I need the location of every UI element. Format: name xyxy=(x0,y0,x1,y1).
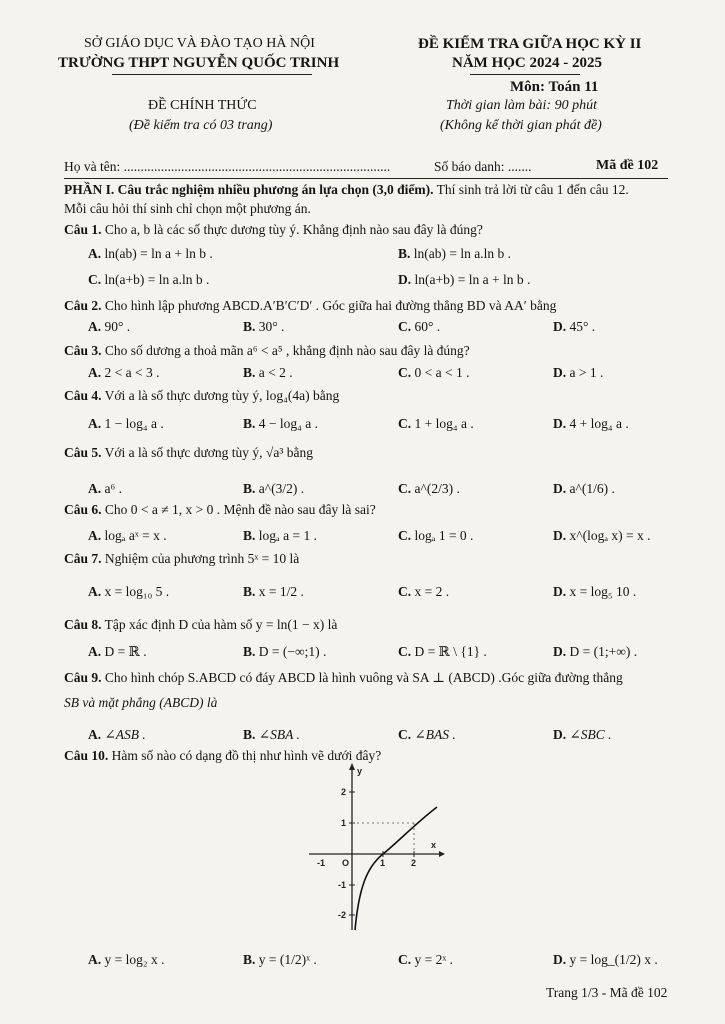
tick-x-neg1: -1 xyxy=(317,858,326,868)
y-axis-arrow-icon xyxy=(349,763,355,770)
ministry-name: SỞ GIÁO DỤC VÀ ĐÀO TẠO HÀ NỘI xyxy=(84,36,315,51)
q4-option-d[interactable]: D. 4 + log₄ a . xyxy=(553,416,629,431)
question-8: Câu 8. Tập xác định D của hàm số y = ln(1 − x) là xyxy=(64,617,338,632)
q4-option-b[interactable]: B. 4 − log₄ a . xyxy=(243,416,318,431)
question-1-text: Cho a, b là các số thực dương tùy ý. Khẳng định nào sau đây là đúng? xyxy=(101,222,483,237)
x-label: x xyxy=(431,840,437,850)
q2-option-b[interactable]: B. 30° . xyxy=(243,319,285,334)
school-name: TRƯỜNG THPT NGUYỄN QUỐC TRINH xyxy=(58,55,340,71)
q10-option-c[interactable]: C. y = 2ˣ . xyxy=(398,952,454,967)
function-graph xyxy=(305,762,445,932)
pages-note: (Đề kiểm tra có 03 trang) xyxy=(129,118,273,133)
question-10: Câu 10. Hàm số nào có dạng đồ thị như hình vẽ dưới đây? xyxy=(64,748,382,763)
q6-option-b[interactable]: B. logₐ a = 1 . xyxy=(243,528,317,543)
q6-option-a[interactable]: A. logₐ aˣ = x . xyxy=(88,528,167,543)
student-id-field: Số báo danh: ....... xyxy=(434,159,532,174)
q8-option-b[interactable]: B. D = (−∞;1) . xyxy=(243,644,327,659)
student-name-field: Họ và tên: ............................................................................... xyxy=(64,159,391,174)
q7-option-c[interactable]: C. x = 2 . xyxy=(398,584,450,599)
q10-option-b[interactable]: B. y = (1/2)ˣ . xyxy=(243,952,317,967)
question-1-num: Câu 1. xyxy=(64,222,102,237)
question-1 xyxy=(64,222,483,238)
q3-option-b[interactable]: B. a < 2 . xyxy=(243,365,293,380)
part1-heading xyxy=(64,182,629,198)
q3-option-a[interactable]: A. 2 < a < 3 . xyxy=(88,365,160,380)
q4-option-c[interactable]: C. 1 + log₄ a . xyxy=(398,416,474,431)
q2-option-c[interactable]: C. 60° . xyxy=(398,319,441,334)
q3-option-c[interactable]: C. 0 < a < 1 . xyxy=(398,365,470,380)
exam-title: ĐỀ KIỂM TRA GIỮA HỌC KỲ II xyxy=(418,36,642,52)
q10-option-d[interactable]: D. y = log_(1/2) x . xyxy=(553,952,658,967)
exam-time: Thời gian làm bài: 90 phút xyxy=(446,98,597,113)
tick-y-1: 1 xyxy=(341,818,347,828)
school-year: NĂM HỌC 2024 - 2025 xyxy=(452,55,602,71)
curve xyxy=(355,807,437,930)
q9-option-c[interactable]: C. ∠BAS . xyxy=(398,727,456,742)
q1-option-a[interactable]: A. ln(ab) = ln a + ln b . xyxy=(88,246,213,261)
tick-y-neg1: -1 xyxy=(338,880,347,890)
page-footer: Trang 1/3 - Mã đề 102 xyxy=(546,985,668,1000)
question-2: Câu 2. Cho hình lập phương ABCD.A′B′C′D′ . Góc giữa hai đường thẳng BD và AA′ bằng xyxy=(64,298,557,313)
q7-option-d[interactable]: D. x = log₅ 10 . xyxy=(553,584,637,599)
tick-y-neg2: -2 xyxy=(338,910,347,920)
school-underline xyxy=(112,74,312,75)
q5-option-d[interactable]: D. a^(1/6) . xyxy=(553,481,615,496)
tick-x-2: 2 xyxy=(411,858,417,868)
part1-line2: Mỗi câu hỏi thí sinh chỉ chọn một phương án. xyxy=(64,201,311,216)
exam-time-note: (Không kể thời gian phát đề) xyxy=(440,118,602,133)
q8-option-c[interactable]: C. D = ℝ \ {1} . xyxy=(398,644,487,659)
x-axis-arrow-icon xyxy=(439,851,445,857)
y-label: y xyxy=(357,766,363,776)
q9-option-d[interactable]: D. ∠SBC . xyxy=(553,727,612,742)
question-7: Câu 7. Nghiệm của phương trình 5ˣ = 10 là xyxy=(64,551,300,566)
header-rule xyxy=(64,178,668,179)
part1-desc: Thí sinh trả lời từ câu 1 đến câu 12. xyxy=(433,182,629,197)
tick-y-2: 2 xyxy=(341,787,347,797)
question-6: Câu 6. Cho 0 < a ≠ 1, x > 0 . Mệnh đề nào sau đây là sai? xyxy=(64,502,376,517)
origin-label: O xyxy=(342,858,350,868)
q1-option-d[interactable]: D. ln(a+b) = ln a + ln b . xyxy=(398,272,531,287)
subject: Môn: Toán 11 xyxy=(510,79,599,95)
q1-option-c[interactable]: C. ln(a+b) = ln a.ln b . xyxy=(88,272,210,287)
question-4: Câu 4. Với a là số thực dương tùy ý, log₄(4a) bằng xyxy=(64,388,340,403)
exam-code: Mã đề 102 xyxy=(596,158,659,173)
q2-option-d[interactable]: D. 45° . xyxy=(553,319,596,334)
q4-option-a[interactable]: A. 1 − log₄ a . xyxy=(88,416,164,431)
question-9-line2: SB và mặt phẳng (ABCD) là xyxy=(64,695,218,710)
q8-option-a[interactable]: A. D = ℝ . xyxy=(88,644,147,659)
q7-option-b[interactable]: B. x = 1/2 . xyxy=(243,584,304,599)
q3-option-d[interactable]: D. a > 1 . xyxy=(553,365,604,380)
question-9: Câu 9. Cho hình chóp S.ABCD có đáy ABCD là hình vuông và SA ⊥ (ABCD) .Góc giữa đường thẳng xyxy=(64,670,623,685)
q6-option-c[interactable]: C. logₐ 1 = 0 . xyxy=(398,528,474,543)
year-underline xyxy=(470,74,580,75)
q2-option-a[interactable]: A. 90° . xyxy=(88,319,131,334)
q5-option-b[interactable]: B. a^(3/2) . xyxy=(243,481,305,496)
q1-option-b[interactable]: B. ln(ab) = ln a.ln b . xyxy=(398,246,511,261)
question-5: Câu 5. Với a là số thực dương tùy ý, √a³ bằng xyxy=(64,445,313,460)
q5-option-a[interactable]: A. a⁶ . xyxy=(88,481,122,496)
official-label: ĐỀ CHÍNH THỨC xyxy=(148,98,257,113)
q8-option-d[interactable]: D. D = (1;+∞) . xyxy=(553,644,638,659)
q10-option-a[interactable]: A. y = log₂ x . xyxy=(88,952,165,967)
part1-title: PHẦN I. Câu trắc nghiệm nhiều phương án lựa chọn (3,0 điểm). xyxy=(64,182,434,197)
q9-option-b[interactable]: B. ∠SBA . xyxy=(243,727,300,742)
q7-option-a[interactable]: A. x = log₁₀ 5 . xyxy=(88,584,170,599)
question-3: Câu 3. Cho số dương a thoả mãn a⁶ < a⁵ , khẳng định nào sau đây là đúng? xyxy=(64,343,470,358)
q9-option-a[interactable]: A. ∠ASB . xyxy=(88,727,146,742)
tick-x-1: 1 xyxy=(380,858,386,868)
q6-option-d[interactable]: D. x^(logₐ x) = x . xyxy=(553,528,651,543)
q5-option-c[interactable]: C. a^(2/3) . xyxy=(398,481,460,496)
